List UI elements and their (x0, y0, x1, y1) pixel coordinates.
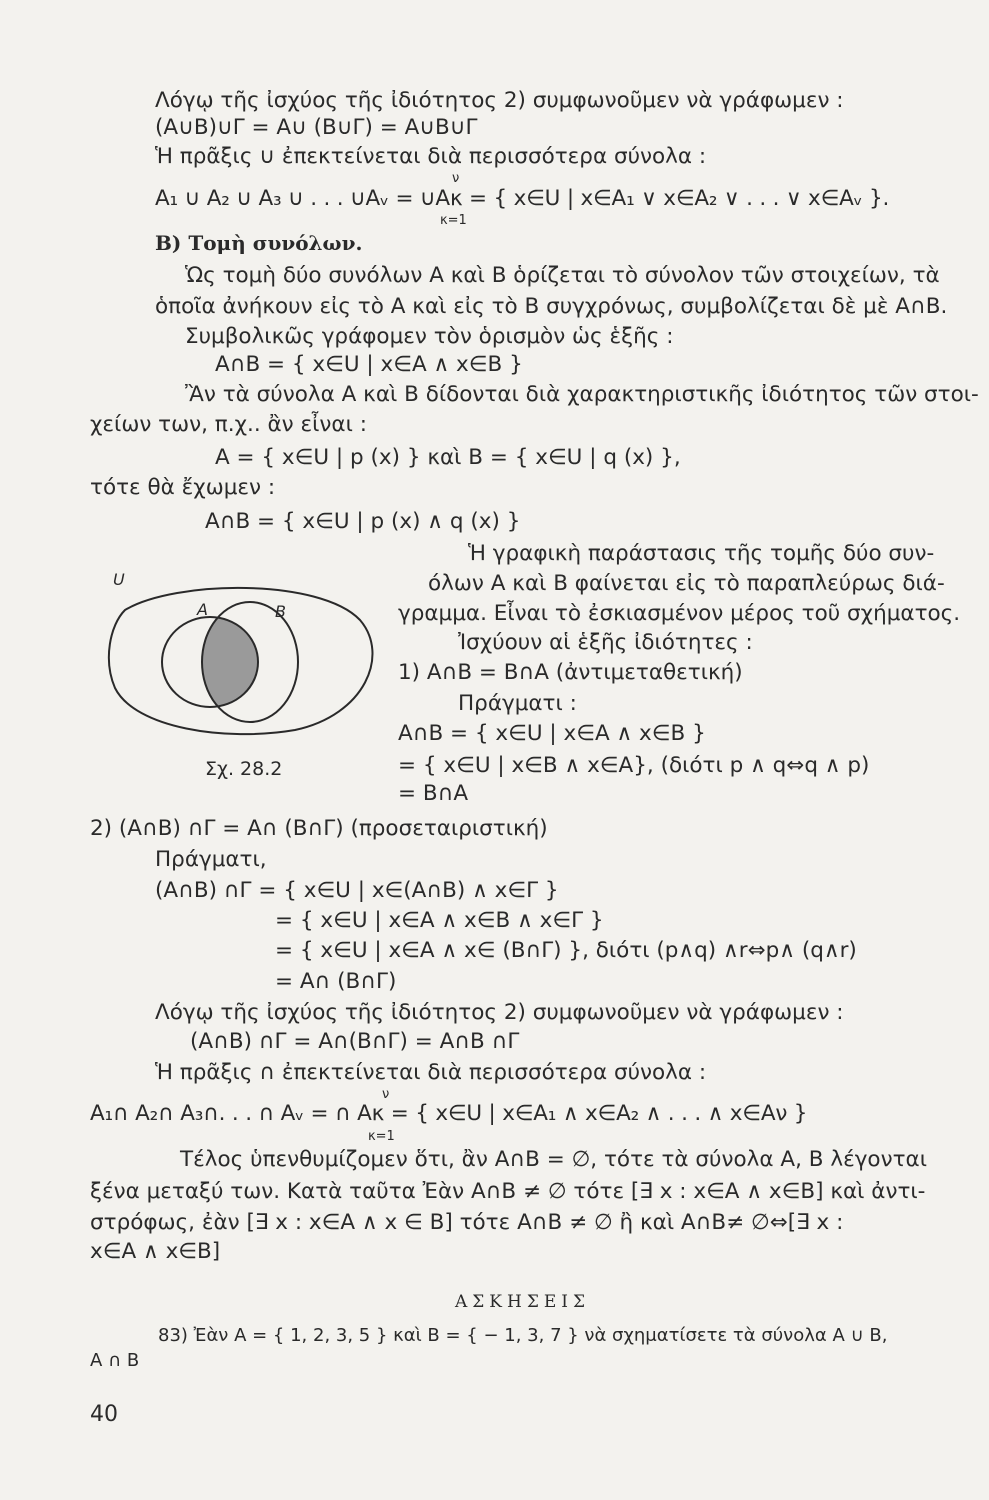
exercise-line: 83) Ἐὰν A = { 1, 2, 3, 5 } καὶ B = { − 1, 3, 7 } νὰ σχηματίσετε τὰ σύνολα A ∪ B, (158, 1325, 888, 1346)
property-line: 2) (A∩B) ∩Γ = A∩ (B∩Γ) (προσεταιριστική) (90, 816, 548, 841)
universe-label: U (113, 570, 125, 589)
text-line: Τέλος ὑπενθυμίζομεν ὅτι, ἂν A∩B = ∅, τότε τὰ σύνολα A, B λέγονται (180, 1147, 927, 1172)
text-line: Ἰσχύουν αἱ ἑξῆς ἰδιότητες : (458, 630, 753, 655)
formula-line: A = { x∈U | p (x) } καὶ B = { x∈U | q (x) }, (215, 445, 681, 470)
text-line: ὁποῖα ἀνήκουν εἰς τὸ A καὶ εἰς τὸ B συγχρόνως, συμβολίζεται δὲ μὲ A∩B. (155, 294, 948, 319)
formula-subscript: κ=1 (368, 1129, 395, 1144)
text-line: τότε θὰ ἔχωμεν : (90, 475, 276, 500)
page-number: 40 (90, 1402, 118, 1427)
text-line: Ἡ πρᾶξις ∩ ἐπεκτείνεται διὰ περισσότερα σύνολα : (155, 1060, 707, 1085)
formula-line: A₁ ∪ A₂ ∪ A₃ ∪ . . . ∪Aᵥ = ∪Aκ = { x∈U | x∈A₁ ∨ x∈A₂ ∨ . . . ∨ x∈Aᵥ }. (155, 186, 890, 211)
exercise-line: A ∩ B (90, 1350, 140, 1371)
text-line: Ὡς τομὴ δύο συνόλων A καὶ B ὁρίζεται τὸ σύνολον τῶν στοιχείων, τὰ (185, 263, 940, 288)
text-line: ξένα μεταξύ των. Κατὰ ταῦτα Ἐὰν A∩B ≠ ∅ τότε [∃ x : x∈A ∧ x∈B] καὶ ἀντι- (90, 1179, 926, 1204)
text-line: χείων των, π.χ.. ἂν εἶναι : (90, 412, 367, 437)
formula-superscript: ν (382, 1087, 390, 1102)
text-line: Λόγῳ τῆς ἰσχύος τῆς ἰδιότητος 2) συμφωνοῦμεν νὰ γράφωμεν : (155, 1000, 844, 1025)
formula-line: = { x∈U | x∈A ∧ x∈ (B∩Γ) }, διότι (p∧q) ∧r⇔p∧ (q∧r) (275, 938, 857, 963)
figure-caption: Σχ. 28.2 (205, 758, 283, 780)
text-line: όλων A καὶ B φαίνεται εἰς τὸ παραπλεύρως διά- (428, 571, 945, 596)
formula-line: = { x∈U | x∈B ∧ x∈A}, (διότι p ∧ q⇔q ∧ p) (398, 753, 870, 778)
formula-line: A∩B = { x∈U | x∈A ∧ x∈B } (215, 352, 523, 377)
property-line: 1) A∩B = B∩A (ἀντιμεταθετική) (398, 660, 743, 685)
text-line: Συμβολικῶς γράφομεν τὸν ὁρισμὸν ὡς ἑξῆς : (185, 324, 674, 349)
text-line: Ἂν τὰ σύνολα A καὶ B δίδονται διὰ χαρακτηριστικῆς ἰδιότητος τῶν στοι- (185, 382, 979, 407)
formula-line: A₁∩ A₂∩ A₃∩. . . ∩ Aᵥ = ∩ Aκ = { x∈U | x∈A₁ ∧ x∈A₂ ∧ . . . ∧ x∈Aν } (90, 1101, 808, 1126)
formula-subscript: κ=1 (440, 213, 467, 228)
formula-line: = A∩ (B∩Γ) (275, 969, 397, 994)
formula-line: A∩B = { x∈U | p (x) ∧ q (x) } (205, 509, 521, 534)
section-heading: B) Τομὴ συνόλων. (155, 231, 363, 255)
exercises-heading: ΑΣΚΗΣΕΙΣ (455, 1292, 590, 1312)
text-line: Λόγῳ τῆς ἰσχύος τῆς ἰδιότητος 2) συμφωνοῦμεν νὰ γράφωμεν : (155, 88, 844, 113)
formula-line: = B∩A (398, 781, 469, 806)
text-line: Πράγματι, (155, 847, 267, 872)
text-line: x∈A ∧ x∈B] (90, 1239, 221, 1264)
formula-superscript: ν (452, 171, 460, 186)
formula-line: (A∩B) ∩Γ = A∩(B∩Γ) = A∩B ∩Γ (190, 1029, 520, 1054)
formula-line: (A∩B) ∩Γ = { x∈U | x∈(A∩B) ∧ x∈Γ } (155, 878, 559, 903)
venn-svg (105, 570, 380, 745)
text-line: στρόφως, ἐὰν [∃ x : x∈A ∧ x ∈ B] τότε A∩B ≠ ∅ ἢ καὶ A∩B≠ ∅⇔[∃ x : (90, 1210, 844, 1235)
venn-diagram (105, 570, 380, 745)
text-line: γραμμα. Εἶναι τὸ ἐσκιασμένον μέρος τοῦ σχήματος. (398, 601, 961, 626)
formula-line: (A∪B)∪Γ = A∪ (B∪Γ) = A∪B∪Γ (155, 115, 478, 140)
set-b-label: B (275, 602, 286, 621)
formula-line: = { x∈U | x∈A ∧ x∈B ∧ x∈Γ } (275, 908, 604, 933)
text-line: Ἡ πρᾶξις ∪ ἐπεκτείνεται διὰ περισσότερα σύνολα : (155, 144, 707, 169)
set-a-label: A (197, 600, 208, 619)
formula-line: A∩B = { x∈U | x∈A ∧ x∈B } (398, 721, 706, 746)
text-line: Ἡ γραφικὴ παράστασις τῆς τομῆς δύο συν- (468, 541, 935, 566)
text-line: Πράγματι : (458, 691, 577, 716)
